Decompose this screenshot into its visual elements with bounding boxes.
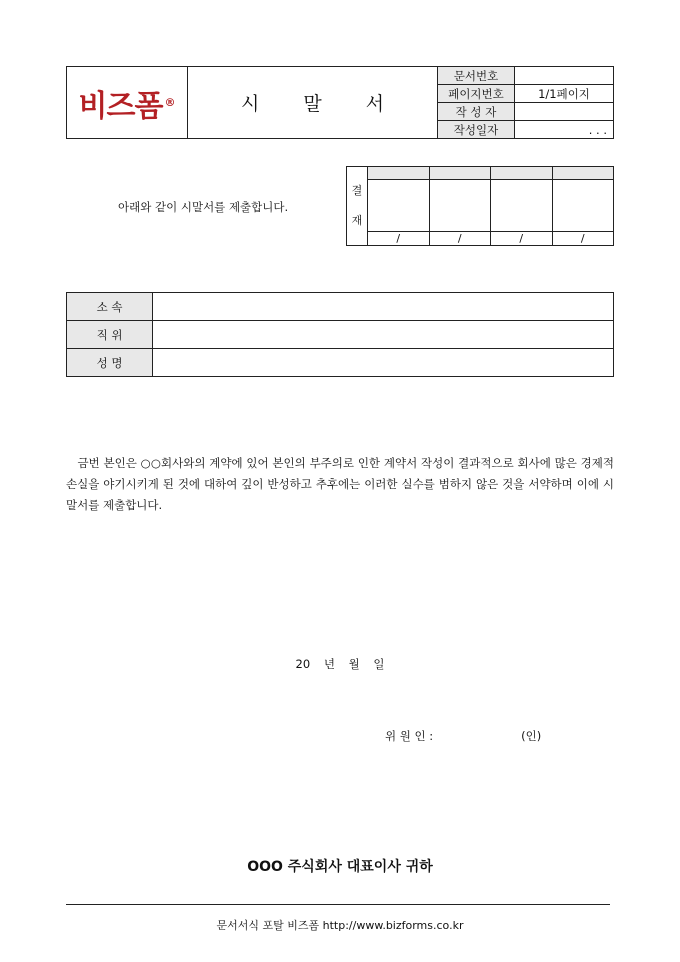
approval-header-cell	[491, 167, 553, 180]
approval-sign-cell[interactable]	[429, 180, 491, 232]
recipient-line: OOO 주식회사 대표이사 귀하	[247, 859, 433, 875]
date-written-label: 작성일자	[438, 121, 515, 139]
department-field[interactable]	[153, 293, 614, 321]
title-char: 서	[365, 93, 385, 115]
name-field[interactable]	[153, 349, 614, 377]
approval-header-cell	[552, 167, 614, 180]
signer-line	[385, 728, 541, 744]
signer-label: 위 원 인 :	[385, 729, 434, 743]
department-label: 소 속	[67, 293, 153, 321]
document-title	[188, 67, 438, 139]
seal-mark: (인)	[521, 729, 542, 743]
page-number-label: 페이지번호	[438, 85, 515, 103]
date-written-value[interactable]: . . .	[515, 121, 614, 139]
bizforms-logo: 비즈폼	[78, 88, 163, 124]
approval-header-cell	[368, 167, 430, 180]
intro-text: 아래와 같이 시말서를 제출합니다.	[118, 200, 289, 214]
title-char: 말	[303, 93, 322, 115]
approval-date-cell[interactable]: /	[429, 232, 491, 246]
title-char: 시	[240, 93, 260, 115]
approval-date-cell[interactable]: /	[368, 232, 430, 246]
author-label: 작 성 자	[438, 103, 515, 121]
approval-date-cell[interactable]: /	[491, 232, 553, 246]
approval-sign-cell[interactable]	[552, 180, 614, 232]
statement-text: 금번 본인은 ○○회사와의 계약에 있어 본인의 부주의로 인한 계약서 작성이 결과적으로 회사에 많은 경제적 손실을 야기시키게 된 것에 대하여 깊이 반성하고 추후에는 이러한 실수를 범하지 않은 것을 서약하며 이에 시말서를 제출합니다.	[66, 456, 614, 512]
name-label: 성 명	[67, 349, 153, 377]
approval-sign-cell[interactable]	[368, 180, 430, 232]
approval-header-cell	[429, 167, 491, 180]
position-label: 직 위	[67, 321, 153, 349]
approval-char: 결	[351, 184, 363, 197]
footer-text: 문서서식 포탈 비즈폼 http://www.bizforms.co.kr	[216, 919, 464, 932]
approval-date-cell[interactable]: /	[552, 232, 614, 246]
position-field[interactable]	[153, 321, 614, 349]
page-number-value: 1/1페이지	[515, 85, 614, 103]
footer-divider	[66, 904, 610, 905]
personal-info-table	[66, 292, 614, 377]
approval-char: 재	[351, 214, 363, 227]
logo-cell	[67, 67, 188, 139]
approval-table	[346, 166, 614, 246]
author-value[interactable]	[515, 103, 614, 121]
approval-side-label	[347, 167, 368, 246]
approval-sign-cell[interactable]	[491, 180, 553, 232]
registered-mark: ®	[164, 96, 176, 109]
date-line: 20 년 월 일	[295, 657, 385, 671]
statement-paragraph	[66, 453, 614, 516]
doc-number-label: 문서번호	[438, 67, 515, 85]
document-header	[66, 66, 614, 139]
doc-number-value[interactable]	[515, 67, 614, 85]
